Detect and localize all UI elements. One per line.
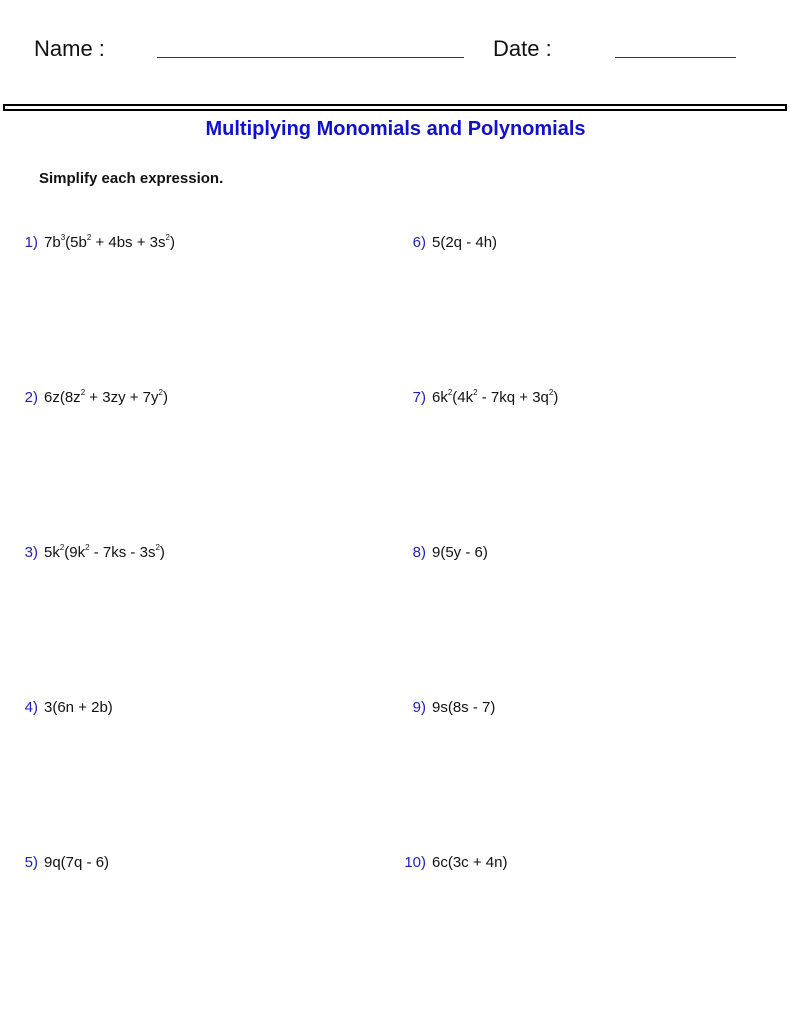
problem-number: 9) [412, 699, 426, 716]
problem-7 [386, 389, 558, 406]
name-label: Name : [34, 36, 105, 61]
name-blank[interactable] [157, 57, 464, 58]
problem-number: 6) [412, 234, 426, 251]
problem-expression [432, 234, 497, 251]
expression-term: 6k [432, 389, 448, 406]
expression-term: + 3zy + 7y [85, 389, 159, 406]
problem-expression [432, 699, 495, 716]
exponent: 3 [60, 233, 66, 242]
exponent: 2 [155, 543, 160, 552]
problem-3 [0, 544, 165, 561]
problem-expression [432, 854, 507, 871]
instructions: Simplify each expression. [39, 170, 224, 187]
problem-2 [0, 389, 168, 406]
problem-expression [44, 234, 175, 251]
expression-term: 9s(8s - 7) [432, 699, 496, 716]
problem-expression [44, 699, 113, 716]
problem-number: 7) [412, 389, 426, 406]
expression-term: 3(6n + 2b) [44, 699, 113, 716]
exponent: 2 [86, 233, 92, 242]
problem-9 [386, 699, 495, 716]
problem-number: 2) [24, 389, 38, 406]
expression-term: 5k [44, 544, 60, 561]
problem-6 [386, 234, 497, 251]
expression-term: (4k [452, 389, 474, 406]
expression-term: ) [169, 234, 175, 251]
expression-term: ) [553, 389, 559, 406]
expression-term: (5b [65, 234, 87, 251]
exponent: 2 [548, 388, 554, 397]
exponent: 2 [59, 543, 65, 552]
expression-term: ) [162, 389, 168, 406]
expression-term: - 7kq + 3q [477, 389, 549, 406]
problem-number: 5) [24, 854, 38, 871]
problem-number: 3) [24, 544, 38, 561]
problem-expression [44, 544, 165, 561]
problem-expression [44, 854, 109, 871]
problem-number: 1) [24, 234, 38, 251]
expression-term: - 7ks - 3s [89, 544, 156, 561]
problem-expression [44, 389, 168, 406]
problem-number: 10) [404, 854, 426, 871]
expression-term: 6c(3c + 4n) [432, 854, 508, 871]
expression-term: + 4bs + 3s [91, 234, 166, 251]
exponent: 2 [85, 543, 90, 552]
problem-expression [432, 389, 558, 406]
problem-4 [0, 699, 113, 716]
problem-8 [386, 544, 488, 561]
exponent: 2 [165, 233, 170, 242]
problem-1 [0, 234, 175, 251]
expression-term: ) [159, 544, 165, 561]
exponent: 2 [473, 388, 478, 397]
expression-term: 5(2q - 4h) [432, 234, 498, 251]
exponent: 2 [447, 388, 453, 397]
problem-number: 8) [412, 544, 426, 561]
date-label: Date : [493, 36, 552, 61]
expression-term: (9k [64, 544, 86, 561]
exponent: 2 [80, 388, 86, 397]
expression-term: 9(5y - 6) [432, 544, 488, 561]
problem-10 [386, 854, 507, 871]
expression-term: 7b [44, 234, 61, 251]
expression-term: 9q(7q - 6) [44, 854, 110, 871]
worksheet-title: Multiplying Monomials and Polynomials [205, 118, 586, 140]
problem-number: 4) [24, 699, 38, 716]
expression-term: 6z(8z [44, 389, 81, 406]
problem-5 [0, 854, 109, 871]
exponent: 2 [158, 388, 163, 397]
date-blank[interactable] [615, 57, 736, 58]
problem-expression [432, 544, 488, 561]
double-rule-divider [3, 104, 787, 111]
